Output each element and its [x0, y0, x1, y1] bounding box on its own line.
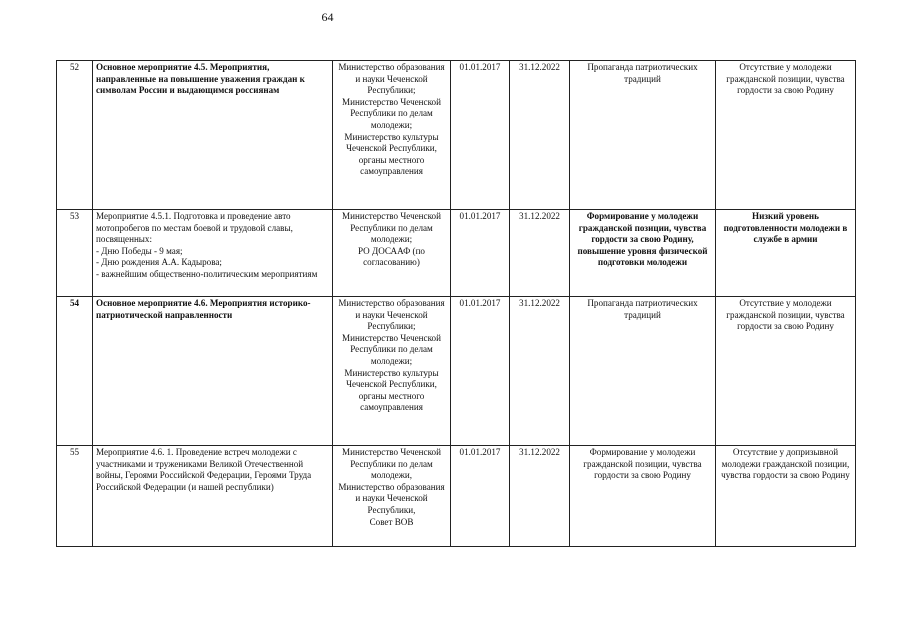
executors-cell: Министерство Чеченской Республики по делам молодежи, Министерство образования и науки Чеченской Республики, Совет ВОВ [333, 446, 451, 547]
end-date: 31.12.2022 [510, 61, 570, 210]
table-row [57, 446, 856, 547]
consequences-cell: Низкий уровень подготовленности молодежи в службе в армии [716, 210, 856, 297]
end-date: 31.12.2022 [510, 210, 570, 297]
executors-cell: Министерство образования и науки Чеченской Республики; Министерство Чеченской Республики по делам молодежи; Министерство культуры Чеченской Республики, органы местного самоуправления [333, 297, 451, 446]
row-number: 55 [57, 446, 93, 547]
table-row [57, 61, 856, 210]
start-date: 01.01.2017 [451, 446, 510, 547]
activity-name: Основное мероприятие 4.6. Мероприятия историко-патриотической направленности [93, 297, 333, 446]
executors-cell: Министерство образования и науки Чеченской Республики; Министерство Чеченской Республики по делам молодежи; Министерство культуры Чеченской Республики, органы местного самоуправления [333, 61, 451, 210]
end-date: 31.12.2022 [510, 297, 570, 446]
start-date: 01.01.2017 [451, 297, 510, 446]
consequences-cell: Отсутствие у молодежи гражданской позиции, чувства гордости за свою Родину [716, 297, 856, 446]
row-number: 54 [57, 297, 93, 446]
table-row [57, 210, 856, 297]
start-date: 01.01.2017 [451, 61, 510, 210]
activity-name: Мероприятие 4.6. 1. Проведение встреч молодежи с участниками и тружениками Великой Отечественной войны, Героями Российской Федерации, Героями Труда Российской Федерации (и нашей республики) [93, 446, 333, 547]
activity-name: Основное мероприятие 4.5. Мероприятия, направленные на повышение уважения граждан к символам России и выдающимся россиянам [93, 61, 333, 210]
table-row [57, 297, 856, 446]
activities-table [56, 60, 856, 547]
start-date: 01.01.2017 [451, 210, 510, 297]
end-date: 31.12.2022 [510, 446, 570, 547]
row-number: 53 [57, 210, 93, 297]
page-number: 64 [321, 10, 334, 24]
consequences-cell: Отсутствие у молодежи гражданской позиции, чувства гордости за свою Родину [716, 61, 856, 210]
expected-result: Формирование у молодежи гражданской позиции, чувства гордости за свою Родину [570, 446, 716, 547]
activity-name: Мероприятие 4.5.1. Подготовка и проведение авто мотопробегов по местам боевой и трудовой славы, посвященных: - Дню Победы - 9 мая; - Дню рождения А.А. Кадырова; - важнейшим общественно-политическим мероприятиям [93, 210, 333, 297]
consequences-cell: Отсутствие у допризывной молодежи гражданской позиции, чувства гордости за свою Родину [716, 446, 856, 547]
row-number: 52 [57, 61, 93, 210]
expected-result: Пропаганда патриотических традиций [570, 61, 716, 210]
expected-result: Формирование у молодежи гражданской позиции, чувства гордости за свою Родину, повышение уровня физической подготовки молодежи [570, 210, 716, 297]
expected-result: Пропаганда патриотических традиций [570, 297, 716, 446]
executors-cell: Министерство Чеченской Республики по делам молодежи; РО ДОСААФ (по согласованию) [333, 210, 451, 297]
